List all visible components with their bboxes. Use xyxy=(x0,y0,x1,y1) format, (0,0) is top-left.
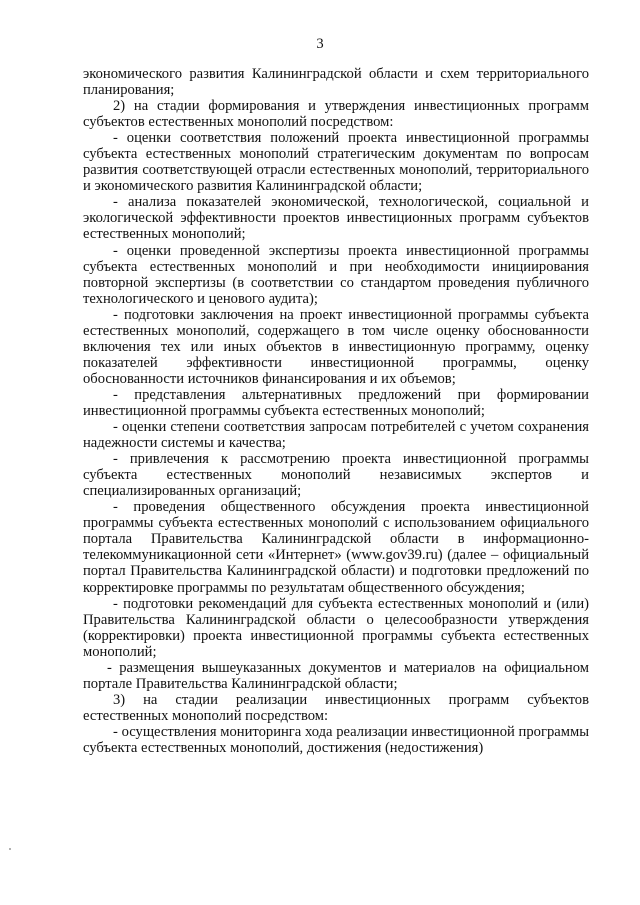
paragraph-bullet: - анализа показателей экономической, технологической, социальной и экологической эффективности проектов инвестиционных программ субъектов естественных монополий; xyxy=(83,194,589,243)
paragraph-bullet: - привлечения к рассмотрению проекта инвестиционной программы субъекта естественных монополий независимых экспертов и специализированных организаций; xyxy=(83,451,589,500)
paragraph-item-3: 3) на стадии реализации инвестиционных программ субъектов естественных монополий посредством: xyxy=(83,691,589,724)
paragraph-bullet: - проведения общественного обсуждения проекта инвестиционной программы субъекта естественных монополий с использованием официального портала Правительства Калининградской области в информационно-телекоммуникационной сети «Интернет» (www.gov39.ru) (далее – официальный портал Правительства Калининградской области) и подготовки предложений по корректировке программы по результатам общественного обсуждения; xyxy=(83,499,589,596)
paragraph-bullet: - осуществления мониторинга хода реализации инвестиционной программы субъекта естественных монополий, достижения (недостижения) xyxy=(83,723,589,756)
page-number: 3 xyxy=(316,36,324,52)
paragraph-bullet: - оценки проведенной экспертизы проекта инвестиционной программы субъекта естественных монополий и при необходимости инициирования повторной экспертизы (в соответствии со стандартом проведения публичного технологического и ценового аудита); xyxy=(83,242,589,307)
paragraph-bullet: - подготовки заключения на проект инвестиционной программы субъекта естественных монополий, содержащего в том числе оценку обоснованности включения тех или иных объектов в инвестиционную программу, оценку показателей эффективности инвестиционной программы, оценку обоснованности источников финансирования и их объемов; xyxy=(83,306,589,387)
body-text xyxy=(83,66,589,756)
paragraph-item-2: 2) на стадии формирования и утверждения инвестиционных программ субъектов естественных монополий посредством: xyxy=(83,98,589,131)
scan-speck xyxy=(9,848,11,850)
paragraph-bullet: - оценки степени соответствия запросам потребителей с учетом сохранения надежности системы и качества; xyxy=(83,419,589,452)
paragraph-bullet: - подготовки рекомендаций для субъекта естественных монополий и (или) Правительства Калининградской области о целесообразности утверждения (корректировки) проекта инвестиционной программы субъекта естественных монополий; xyxy=(83,595,589,660)
paragraph-continuation: экономического развития Калининградской области и схем территориального планирования; xyxy=(83,66,589,99)
paragraph-bullet: - оценки соответствия положений проекта инвестиционной программы субъекта естественных монополий стратегическим документам по вопросам развития соответствующей отрасли естественных монополий, территориального и экономического развития Калининградской области; xyxy=(83,130,589,195)
paragraph-bullet: - представления альтернативных предложений при формировании инвестиционной программы субъекта естественных монополий; xyxy=(83,386,589,419)
paragraph-bullet: - размещения вышеуказанных документов и материалов на официальном портале Правительства Калининградской области; xyxy=(83,659,589,692)
